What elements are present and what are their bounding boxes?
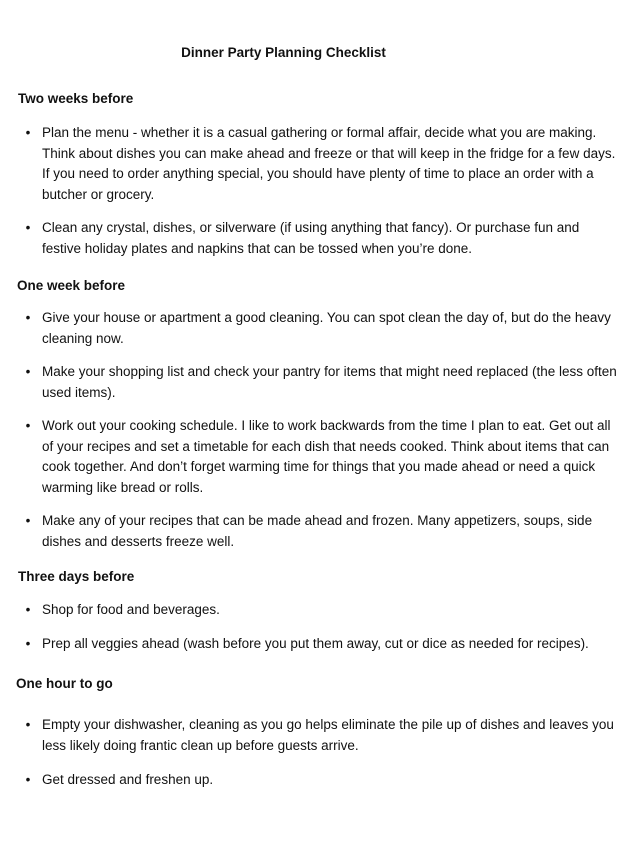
section-heading-one-week: One week before xyxy=(17,278,126,293)
list-item-text: Work out your cooking schedule. I like to work backwards from the time I plan to eat. Get out all of your recipes and set a timetable for each dish that needs cooked. Think about items that can cook together. And don’t forget warming time for things that you made ahead or need a quick warming like bread or rolls. xyxy=(42,418,611,495)
bullet-icon: • xyxy=(25,364,31,379)
list-item-text: Empty your dishwasher, cleaning as you go helps eliminate the pile up of dishes and leaves you less likely doing frantic clean up before guests arrive. xyxy=(42,717,614,753)
section-heading-two-weeks: Two weeks before xyxy=(18,91,134,106)
list-item-text: Give your house or apartment a good cleaning. You can spot clean the day of, but do the heavy cleaning now. xyxy=(42,310,611,346)
bullet-icon: • xyxy=(25,310,31,325)
list-item-text: Get dressed and freshen up. xyxy=(42,772,214,787)
bullet-icon: • xyxy=(25,125,31,140)
page-title: Dinner Party Planning Checklist xyxy=(181,45,386,60)
bullet-icon: • xyxy=(25,220,31,235)
section-heading-three-days: Three days before xyxy=(18,569,135,584)
list-item-text: Prep all veggies ahead (wash before you put them away, cut or dice as needed for recipes). xyxy=(42,636,589,651)
bullet-icon: • xyxy=(25,602,31,617)
list-item-text: Make your shopping list and check your pantry for items that might need replaced (the less often used items). xyxy=(42,364,617,400)
bullet-icon: • xyxy=(25,636,31,651)
bullet-icon: • xyxy=(25,772,31,787)
list-item-text: Plan the menu - whether it is a casual gathering or formal affair, decide what you are making. Think about dishes you can make ahead and freeze or that will keep in the fridge for a few days. If you need to order anything special, you should have plenty of time to place an order with a butcher or grocery. xyxy=(42,125,616,202)
section-heading-one-hour: One hour to go xyxy=(16,676,113,691)
list-item-text: Clean any crystal, dishes, or silverware (if using anything that fancy). Or purchase fun and festive holiday plates and napkins that can be tossed when you’re done. xyxy=(42,220,580,256)
list-item-text: Shop for food and beverages. xyxy=(42,602,220,617)
bullet-icon: • xyxy=(25,717,31,732)
bullet-icon: • xyxy=(25,418,31,433)
list-item-text: Make any of your recipes that can be made ahead and frozen. Many appetizers, soups, side dishes and desserts freeze well. xyxy=(42,513,593,549)
bullet-icon: • xyxy=(25,513,31,528)
